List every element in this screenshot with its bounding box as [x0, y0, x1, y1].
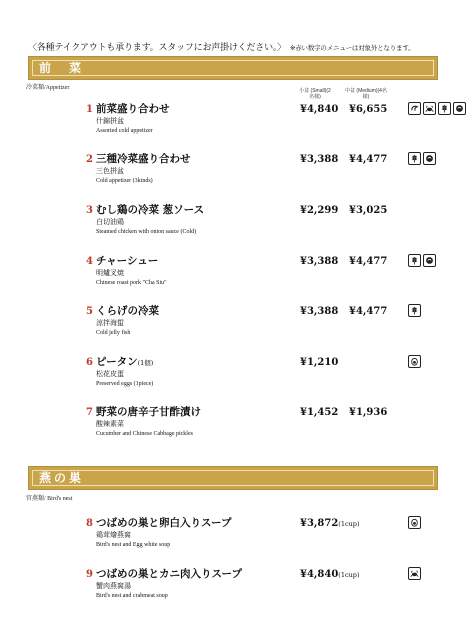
- wheat-allergen-icon: [408, 254, 421, 267]
- allergen-icons: [408, 567, 421, 581]
- soy-allergen-icon: [453, 102, 466, 115]
- menu-item: [86, 305, 446, 345]
- soy-allergen-icon: [423, 152, 436, 165]
- item-chinese-name: 什錦拼盆: [96, 117, 124, 125]
- price-small: ¥2,299: [300, 205, 339, 216]
- column-header-medium: 中盆 (Medium)(4名様): [345, 88, 387, 100]
- item-chinese-name: 酸辣素菜: [96, 420, 124, 428]
- item-name: むし鶏の冷菜 葱ソース: [96, 204, 205, 216]
- crab-allergen-icon: [408, 567, 421, 580]
- section-subtitle: 官燕類/ Bird's nest: [26, 496, 73, 502]
- item-number: 6: [86, 357, 93, 368]
- item-english-name: Assorted cold appetizer: [96, 128, 153, 134]
- menu-item: [86, 204, 446, 244]
- allergen-icons: [408, 102, 466, 116]
- section-header-appetizer: [28, 56, 438, 80]
- item-chinese-name: 涼拌海蜇: [96, 319, 124, 327]
- item-number: 9: [86, 569, 93, 580]
- item-number: 3: [86, 205, 93, 216]
- item-english-name: Cold appetizer (3kinds): [96, 178, 153, 184]
- shrimp-allergen-icon: [408, 102, 421, 115]
- allergen-icons: [408, 254, 436, 268]
- item-chinese-name: 蟹肉燕窩湯: [96, 582, 131, 590]
- allergen-icons: [408, 152, 436, 166]
- item-chinese-name: 三色拼盆: [96, 167, 124, 175]
- takeout-notice-text: 〈各種テイクアウトも承ります。スタッフにお声掛けください。〉: [28, 43, 286, 53]
- menu-item: [86, 406, 446, 446]
- menu-item: [86, 255, 446, 295]
- item-number: 4: [86, 256, 93, 267]
- item-chinese-name: 白切油鶏: [96, 218, 124, 226]
- column-header-small: 小盆 (Small)(2名様): [299, 88, 331, 100]
- allergen-icons: [408, 304, 421, 318]
- section-title: 前 菜: [39, 61, 85, 75]
- price-medium: ¥4,477: [349, 306, 388, 317]
- item-name: 前菜盛り合わせ: [96, 103, 170, 115]
- menu-item: [86, 356, 446, 396]
- allergen-icons: [408, 355, 421, 369]
- allergen-icons: [408, 516, 421, 530]
- menu-item: [86, 103, 446, 143]
- item-name: 三種冷菜盛り合わせ: [96, 153, 191, 165]
- price-small: ¥4,840: [300, 104, 339, 115]
- item-english-name: Bird's nest and Egg white soup: [96, 542, 171, 548]
- item-english-name: Chinese roast pork "Cha Siu": [96, 280, 167, 286]
- price-medium: ¥1,936: [349, 407, 388, 418]
- red-number-note: ※赤い数字のメニューは対象外となります。: [289, 44, 415, 52]
- wheat-allergen-icon: [408, 152, 421, 165]
- wheat-allergen-icon: [438, 102, 451, 115]
- price-medium: ¥4,477: [349, 256, 388, 267]
- price-small: ¥3,388: [300, 256, 339, 267]
- item-english-name: Bird's nest and crabmeat soup: [96, 593, 168, 599]
- item-chinese-name: 明爐叉焼: [96, 269, 124, 277]
- crab-allergen-icon: [423, 102, 436, 115]
- item-name: チャーシュー: [96, 255, 159, 267]
- item-name: くらげの冷菜: [96, 305, 159, 317]
- item-chinese-name: 鶏茸燴燕窩: [96, 531, 131, 539]
- item-english-name: Preserved eggs (1piece): [96, 381, 154, 387]
- section-subtitle: 冷菜類/Appetizer: [26, 85, 70, 91]
- price-small: ¥1,452: [300, 407, 339, 418]
- item-number: 2: [86, 154, 93, 165]
- item-number: 1: [86, 104, 93, 115]
- item-name: つばめの巣とカニ肉入りスープ: [96, 568, 242, 580]
- item-number: 8: [86, 518, 93, 529]
- price-small: ¥3,872(1cup): [300, 518, 360, 529]
- item-number: 7: [86, 407, 93, 418]
- soy-allergen-icon: [423, 254, 436, 267]
- egg-allergen-icon: [408, 355, 421, 368]
- price-small: ¥3,388: [300, 154, 339, 165]
- item-name: 野菜の唐辛子甘酢漬け: [96, 406, 201, 418]
- section-header-birds-nest: [28, 466, 438, 490]
- egg-allergen-icon: [408, 516, 421, 529]
- item-chinese-name: 松花皮蛋: [96, 370, 124, 378]
- price-small: ¥1,210: [300, 357, 339, 368]
- section-title: 燕の巣: [39, 471, 85, 485]
- wheat-allergen-icon: [408, 304, 421, 317]
- item-english-name: Cucumber and Chinese Cabbage pickles: [96, 431, 193, 437]
- price-medium: ¥6,655: [349, 104, 388, 115]
- price-medium: ¥4,477: [349, 154, 388, 165]
- menu-item: [86, 153, 446, 193]
- takeout-notice: [28, 38, 448, 55]
- menu-item: [86, 568, 446, 608]
- price-small: ¥3,388: [300, 306, 339, 317]
- item-english-name: Steamed chicken with onion sauce (Cold): [96, 229, 197, 235]
- item-english-name: Cold jelly fish: [96, 330, 131, 336]
- menu-item: [86, 517, 446, 557]
- price-small: ¥4,840(1cup): [300, 569, 360, 580]
- item-number: 5: [86, 306, 93, 317]
- item-name: つばめの巣と卵白入りスープ: [96, 517, 232, 529]
- item-name: ピータン(1個): [96, 356, 154, 368]
- price-medium: ¥3,025: [349, 205, 388, 216]
